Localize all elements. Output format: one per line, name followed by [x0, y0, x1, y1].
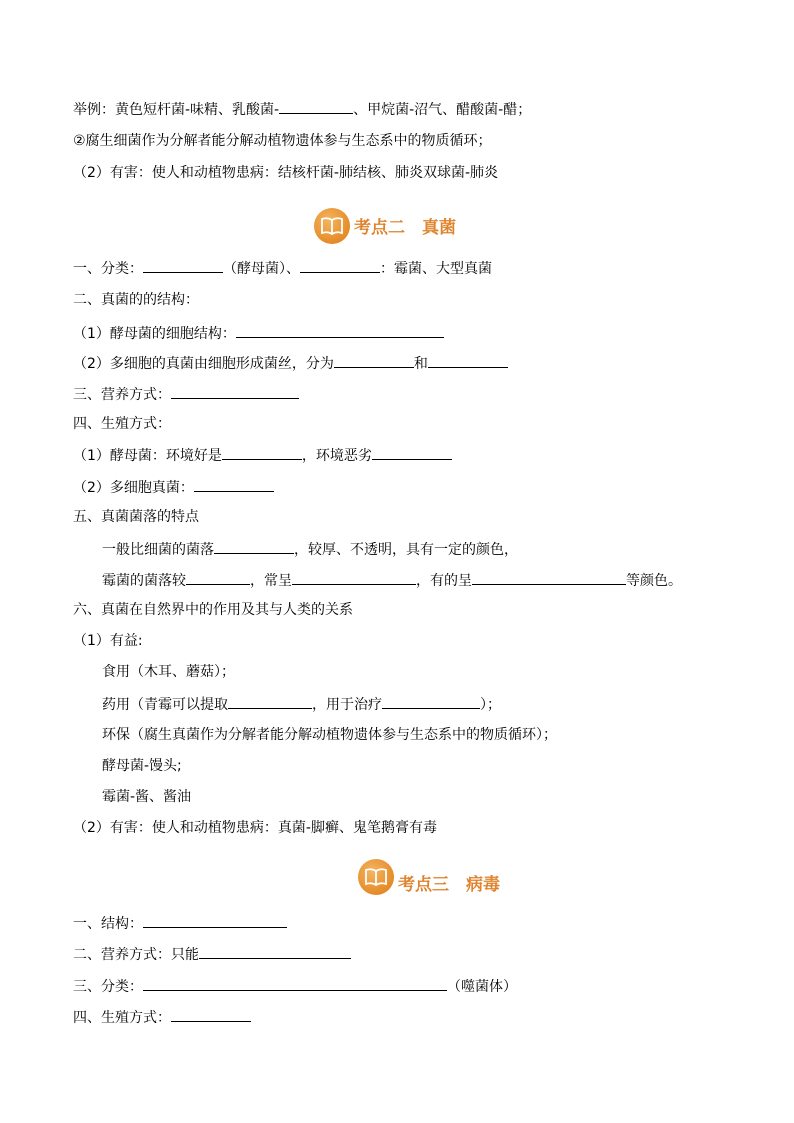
fungi-classification-line: 一、分类： （酵母菌）、 ：霉菌、大型真菌 — [73, 257, 492, 279]
blank-hyphae-1[interactable] — [334, 352, 414, 368]
blank-treatment[interactable] — [382, 693, 480, 709]
virus-reproduction-line: 四、生殖方式： — [73, 1006, 251, 1028]
virus-structure-line: 一、结构： — [73, 912, 287, 934]
blank-yeast-cell[interactable] — [236, 322, 444, 338]
blank-fungi-class-2[interactable] — [300, 257, 380, 273]
blank-virus-structure[interactable] — [143, 912, 287, 928]
heading-fungi-text: 考点二 真菌 — [354, 218, 456, 238]
blank-mold-shape[interactable] — [292, 569, 416, 585]
fungi-reproduction-line: 四、生殖方式： — [73, 416, 171, 432]
decomposer-line: ②腐生细菌作为分解者能分解动植物遗体参与生态系中的物质循环； — [73, 133, 492, 149]
multicell-reproduction-line: （2）多细胞真菌： — [73, 476, 274, 498]
mold-colony-line: 霉菌的菌落较 ，常呈 ，有的呈 等颜色。 — [102, 569, 682, 591]
medicine-use-line: 药用（青霉可以提取 ，用于治疗 ）； — [102, 693, 501, 715]
blank-penicillin[interactable] — [228, 693, 312, 709]
blank-virus-nutrition[interactable] — [199, 943, 351, 959]
yeast-cell-line: （1）酵母菌的细胞结构： — [73, 322, 444, 344]
food-use-line: 食用（木耳、蘑菇）； — [102, 664, 235, 680]
blank-fungi-class-1[interactable] — [143, 257, 223, 273]
fungi-structure-line: 二、真菌的的结构： — [73, 292, 199, 308]
heading-virus — [0, 865, 794, 905]
open-book-icon — [314, 208, 350, 244]
open-book-icon — [358, 859, 394, 895]
hyphae-line: （2）多细胞的真菌由细胞形成菌丝，分为 和 — [73, 352, 508, 374]
blank-mold-color[interactable] — [472, 569, 626, 585]
blank-yeast-bad[interactable] — [372, 444, 452, 460]
blank-lactic-acid[interactable] — [279, 98, 353, 114]
blank-hyphae-2[interactable] — [428, 352, 508, 368]
colony-title-line: 五、真菌菌落的特点 — [73, 509, 199, 525]
colony-compare-line: 一般比细菌的菌落 ，较厚、不透明，具有一定的颜色， — [102, 538, 518, 560]
environment-use-line: 环保（腐生真菌作为分解者能分解动植物遗体参与生态系中的物质循环）； — [102, 727, 557, 743]
blank-virus-reproduction[interactable] — [171, 1006, 251, 1022]
yeast-reproduction-line: （1）酵母菌：环境好是 ，环境恶劣 — [73, 444, 452, 466]
fungi-beneficial-line: （1）有益: — [73, 633, 143, 649]
blank-yeast-good[interactable] — [222, 444, 302, 460]
mold-use-line: 霉菌-酱、酱油 — [102, 789, 192, 805]
fungi-harmful-line: （2）有害：使人和动植物患病：真菌-脚癣、鬼笔鹅膏有毒 — [73, 820, 437, 836]
bacteria-harmful-line: （2）有害：使人和动植物患病：结核杆菌-肺结核、肺炎双球菌-肺炎 — [73, 165, 499, 181]
example-line — [73, 98, 531, 120]
heading-virus-text: 考点三 病毒 — [398, 875, 500, 895]
fungi-nutrition-line: 三、营养方式： — [73, 383, 299, 405]
blank-multicell-reproduction[interactable] — [194, 476, 274, 492]
yeast-use-line: 酵母菌-馒头; — [102, 758, 182, 774]
blank-virus-class[interactable] — [143, 975, 447, 991]
heading-fungi — [0, 210, 794, 250]
virus-nutrition-line: 二、营养方式：只能 — [73, 943, 351, 965]
virus-classification-line: 三、分类： （噬菌体） — [73, 975, 517, 997]
blank-colony-size[interactable] — [214, 538, 294, 554]
blank-fungi-nutrition[interactable] — [171, 383, 299, 399]
example-text-a: 举例：黄色短杆菌-味精、乳酸菌- — [73, 102, 280, 118]
fungi-role-line: 六、真菌在自然界中的作用及其与人类的关系 — [73, 602, 353, 618]
blank-mold-size[interactable] — [186, 569, 250, 585]
example-text-b: 、甲烷菌-沼气、醋酸菌-醋； — [353, 102, 532, 118]
